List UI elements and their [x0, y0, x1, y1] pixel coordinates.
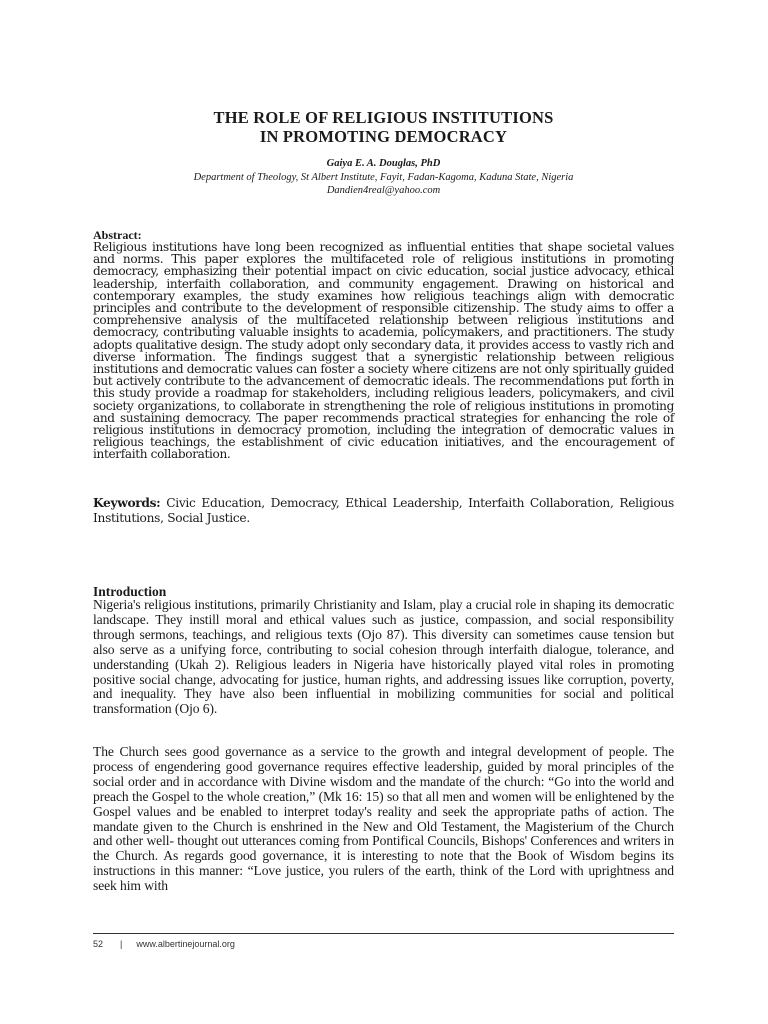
keywords-list: Civic Education, Democracy, Ethical Leadership, Interfaith Collaboration, Religious Institutions, Social Justice.	[93, 496, 674, 525]
keywords-label: Keywords:	[93, 496, 161, 510]
journal-website: www.albertinejournal.org	[136, 939, 235, 949]
author-block	[93, 157, 674, 198]
paper-title	[93, 108, 674, 146]
introduction-paragraph-1: Nigeria's religious institutions, primarily Christianity and Islam, play a crucial role in shaping its democratic landscape. They instill moral and ethical values such as justice, compassion, and social responsibility through sermons, teachings, and religious texts (Ojo 87). This diversity can sometimes cause tension but also serve as a unifying force, contributing to social cohesion through interfaith dialogue, tolerance, and understanding (Ukah 2). Religious leaders in Nigeria have historically played vital roles in promoting positive social change, advocating for justice, human rights, and addressing issues like corruption, poverty, and inequality. They have also been influential in mobilizing communities for social and political transformation (Ojo 6).	[93, 597, 674, 717]
introduction-paragraph-2: The Church sees good governance as a service to the growth and integral development of people. The process of engendering good governance requires effective leadership, guided by moral principles of the social order and in accordance with Divine wisdom and the mandate of the church: “Go into the world and preach the Gospel to the whole creation,” (Mk 16: 15) so that all men and women will be enlightened by the Gospel values and be enabled to interpret today's reality and seek the appropriate paths of action. The mandate given to the Church is enshrined in the New and Old Testament, the Magisterium of the Church and other well- thought out utterances coming from Pontifical Councils, Bishops' Conferences and writers in the Church. As regards good governance, it is interesting to note that the Book of Wisdom begins its instructions in this manner: “Love justice, you rulers of the earth, think of the Lord with uprightness and seek him with	[93, 744, 674, 894]
abstract-text: Religious institutions have long been recognized as influential entities that shape societal values and norms. This paper explores the multifaceted role of religious institutions in promoting democracy, emphasizing their potential impact on civic education, social justice advocacy, ethical leadership, interfaith collaboration, and community engagement. Drawing on historical and contemporary examples, the study examines how religious teachings align with democratic principles and contribute to the development of responsible citizenship. The study aims to offer a comprehensive analysis of the multifaceted relationship between religious institutions and democracy, contributing valuable insights to academia, policymakers, and practitioners. The study adopts qualitative design. The study adopt only secondary data, it provides access to vastly rich and diverse information. The findings suggest that a synergistic relationship between religious institutions and democratic values can foster a society where citizens are not only spiritually guided but actively contribute to the advancement of democratic ideals. The recommendations put forth in this study provide a roadmap for stakeholders, including religious leaders, policymakers, and civil society organizations, to collaborate in strengthening the role of religious institutions in promoting and sustaining democracy. The paper recommends practical strategies for enhancing the role of religious institutions in democracy promotion, including the integration of democratic values in religious teachings, the establishment of civic education initiatives, and the encouragement of interfaith collaboration.	[93, 240, 674, 462]
author-affiliation: Department of Theology, St Albert Institute, Fayit, Fadan-Kagoma, Kaduna State, Nigeria	[193, 171, 574, 183]
footer-rule	[93, 933, 674, 934]
author-email: Dandien4real@yahoo.com	[326, 185, 441, 196]
page-number: 52	[93, 939, 104, 949]
footer-separator: |	[120, 939, 123, 949]
author-name: Gaiya E. A. Douglas, PhD	[326, 158, 441, 169]
page-footer	[93, 939, 235, 949]
abstract-heading: Abstract:	[93, 228, 142, 242]
title-line-1: THE ROLE OF RELIGIOUS INSTITUTIONS	[213, 108, 554, 127]
title-line-2: IN PROMOTING DEMOCRACY	[259, 127, 508, 146]
keywords-block	[93, 496, 674, 525]
introduction-heading: Introduction	[93, 584, 167, 599]
